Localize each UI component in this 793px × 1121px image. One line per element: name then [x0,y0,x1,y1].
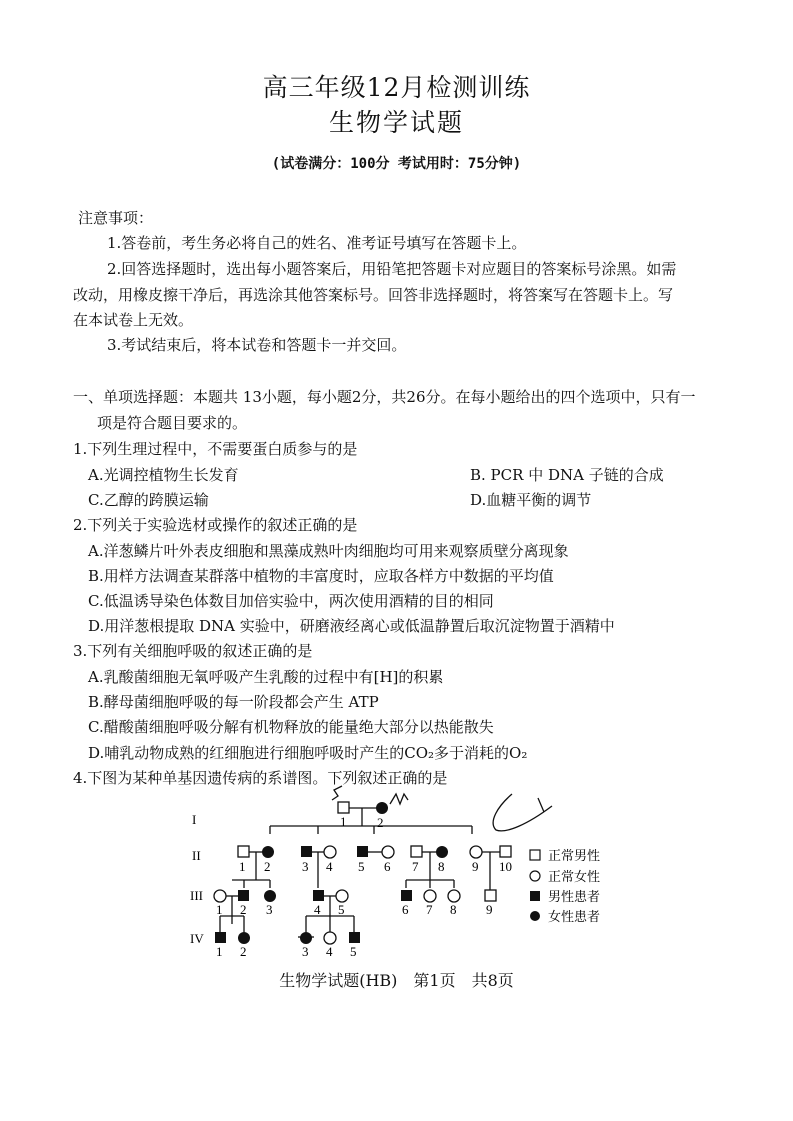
question-3-option-d: D.哺乳动物成熟的红细胞进行细胞呼吸时产生的CO₂多于消耗的O₂ [88,744,528,762]
question-3-option-c: C.醋酸菌细胞呼吸分解有机物释放的能量绝大部分以热能散失 [88,718,494,736]
label-II-1: 1 [239,859,246,874]
question-1-option-d: D.血糖平衡的调节 [470,491,592,509]
notice-item-3: 3.考试结束后，将本试卷和答题卡一并交回。 [107,336,407,354]
label-IV-3: 3 [302,944,309,959]
label-II-3: 3 [302,859,309,874]
question-4-stem: 4.下图为某种单基因遗传病的系谱图。下列叙述正确的是 [73,769,448,787]
legend-normal-male: 正常男性 [548,848,601,863]
question-2-option-d: D.用洋葱根提取 DNA 实验中，研磨液经离心或低温静置后取沉淀物置于酒精中 [88,617,615,635]
label-IV-2: 2 [240,944,247,959]
question-2-stem: 2.下列关于实验选材或操作的叙述正确的是 [73,516,358,534]
notice-item-2-line-1: 2.回答选择题时，选出每小题答案后，用铅笔把答题卡对应题目的答案标号涂黑。如需 [107,260,677,278]
notice-item-1: 1.答卷前，考生务必将自己的姓名、准考证号填写在答题卡上。 [107,234,527,252]
exam-subject: 生物学试题 [328,108,464,137]
label-II-8: 8 [438,859,445,874]
gen-label-2: II [192,848,201,863]
page-footer: 生物学试题(HB) 第1页 共8页 [279,971,514,990]
label-IV-5: 5 [350,944,357,959]
question-2-option-b: B.用样方法调查某群落中植物的丰富度时，应取各样方中数据的平均值 [88,567,554,585]
label-I-1: 1 [340,814,347,829]
label-III-9: 9 [486,902,493,917]
label-IV-1: 1 [216,944,223,959]
legend-normal-female: 正常女性 [548,869,601,884]
exam-info: (试卷满分：100分 考试用时：75分钟) [271,156,522,172]
legend-affected-female: 女性患者 [548,909,601,924]
label-III-5: 5 [338,902,345,917]
question-2-option-c: C.低温诱导染色体数目加倍实验中，两次使用酒精的目的相同 [88,592,494,610]
gen-label-4: IV [190,931,204,946]
label-IV-4: 4 [326,944,333,959]
legend-affected-male-icon [530,891,540,901]
notice-heading: 注意事项： [78,209,154,227]
label-II-6: 6 [384,859,391,874]
label-III-7: 7 [426,902,433,917]
question-3-option-b: B.酵母菌细胞呼吸的每一阶段都会产生 ATP [88,693,379,711]
question-1-stem: 1.下列生理过程中，不需要蛋白质参与的是 [73,440,358,458]
label-II-7: 7 [412,859,419,874]
notice-item-2-line-3: 在本试卷上无效。 [73,311,194,329]
legend-normal-male-icon [530,850,540,860]
question-2-option-a: A.洋葱鳞片叶外表皮细胞和黑藻成熟叶肉细胞均可用来观察质壁分离现象 [88,542,569,560]
question-3-option-a: A.乳酸菌细胞无氧呼吸产生乳酸的过程中有[H]的积累 [88,668,444,686]
question-1-option-b: B. PCR 中 DNA 子链的合成 [470,466,664,484]
label-III-8: 8 [450,902,457,917]
legend-affected-male: 男性患者 [548,889,601,904]
label-III-1: 1 [216,902,223,917]
section-1-heading: 一、单项选择题：本题共 13小题，每小题2分，共26分。在每小题给出的四个选项中，只有一 [73,388,696,406]
legend-normal-female-icon [530,871,540,881]
exam-title: 高三年级12月检测训练 [262,73,531,102]
label-II-9: 9 [472,859,479,874]
question-1-option-a: A.光调控植物生长发育 [88,466,239,484]
legend-affected-female-icon [530,911,540,921]
label-II-2: 2 [264,859,271,874]
pedigree-chart [0,780,793,960]
label-II-4: 4 [326,859,333,874]
notice-item-2-line-2: 改动，用橡皮擦干净后，再选涂其他答案标号。回答非选择题时，将答案写在答题卡上。写 [73,286,674,304]
label-II-10: 10 [499,859,512,874]
label-III-3: 3 [266,902,273,917]
label-III-2: 2 [240,902,247,917]
label-III-4: 4 [314,902,321,917]
label-II-5: 5 [358,859,365,874]
gen-label-3: III [190,888,203,903]
section-1-heading-cont: 项是符合题目要求的。 [97,414,248,432]
label-I-2: 2 [377,815,384,830]
question-1-option-c: C.乙醇的跨膜运输 [88,491,209,509]
label-III-6: 6 [402,902,409,917]
question-3-stem: 3.下列有关细胞呼吸的叙述正确的是 [73,642,313,660]
gen-label-1: I [192,812,197,827]
